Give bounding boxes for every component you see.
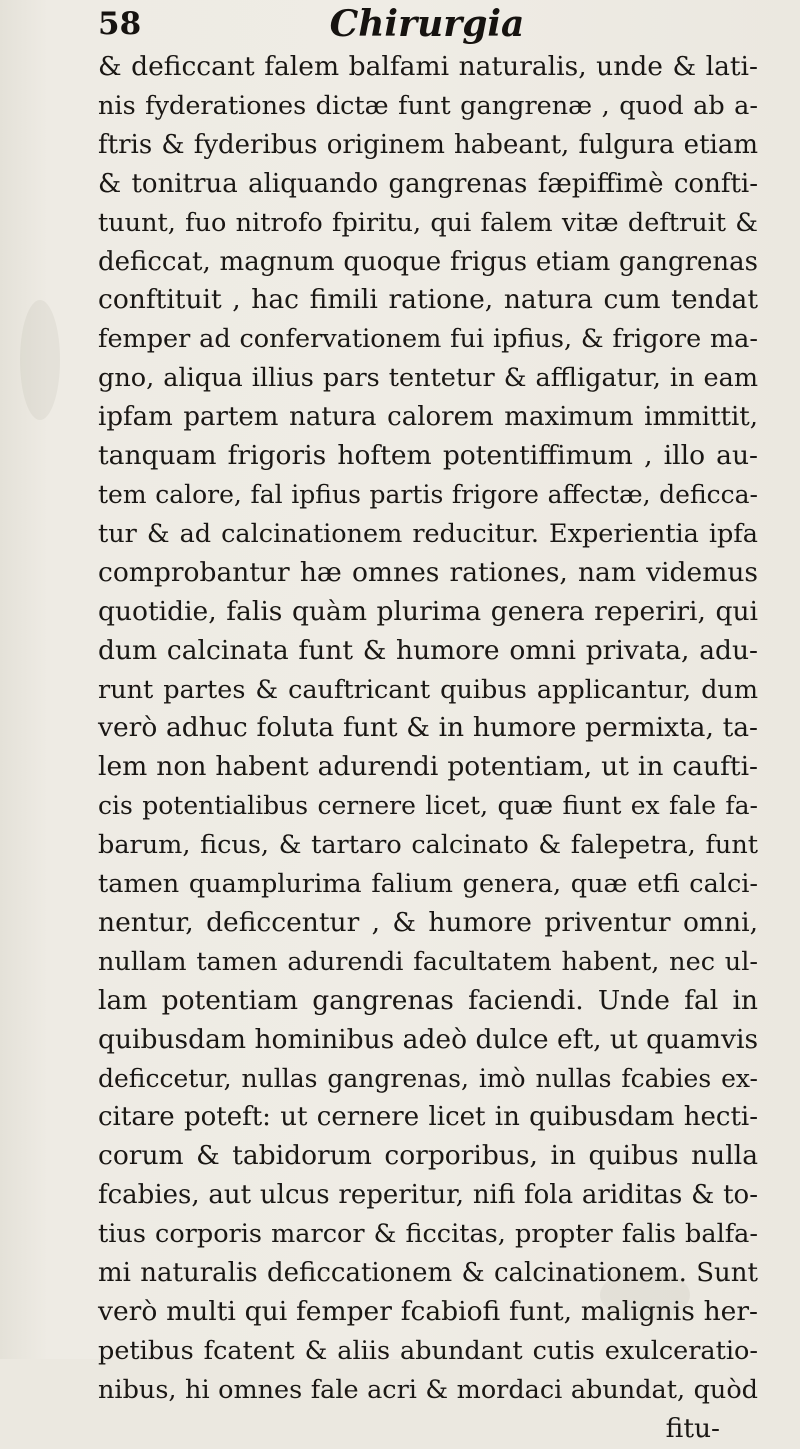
text-line: tur & ad calcinationem reducitur. Experientia ipfa (98, 518, 758, 549)
page-header (0, 0, 800, 50)
text-line: comprobantur hæ omnes rationes, nam videmus (98, 556, 758, 588)
text-line: tamen quamplurima falium genera, quæ etfi calci- (98, 869, 758, 900)
text-line: tem calore, fal ipfius partis frigore affectæ, deficca- (98, 479, 758, 509)
text-line: quibusdam hominibus adeò dulce eft, ut quamvis (98, 1023, 759, 1055)
text-line: ipfam partem natura calorem maximum immittit, (98, 402, 758, 433)
text-line: nentur, deficcentur , & humore priventur omni, (98, 906, 758, 938)
text-line: ftris & fyderibus originem habeant, fulgura etiam (98, 129, 758, 160)
text-line: nibus, hi omnes fale acri & mordaci abundat, quòd (98, 1374, 758, 1405)
catchword: fitu- (665, 1412, 720, 1444)
text-line: deficcat, magnum quoque frigus etiam gangrenas (98, 246, 758, 277)
body-text (98, 48, 758, 1449)
text-line: tuunt, fuo nitrofo fpiritu, qui falem vitæ deftruit & (98, 207, 758, 238)
text-line: conftituit , hac fimili ratione, natura cum tendat (98, 284, 758, 316)
text-line: verò multi qui femper fcabiofi funt, malignis her- (98, 1296, 758, 1327)
text-line: quotidie, falis quàm plurima genera reperiri, qui (98, 595, 758, 627)
page-number: 58 (98, 6, 142, 42)
text-line: nis fyderationes dictæ funt gangrenæ , quod ab a- (98, 90, 758, 121)
text-line: citare poteft: ut cernere licet in quibusdam hecti- (98, 1102, 758, 1133)
text-line: fcabies, aut ulcus reperitur, nifi fola ariditas & to- (98, 1180, 758, 1211)
text-line: barum, ficus, & tartaro calcinato & falepetra, funt (98, 830, 758, 861)
text-line: dum calcinata funt & humore omni privata, adu- (98, 634, 758, 666)
text-line: & tonitrua aliquando gangrenas fæpiffimè confti- (98, 168, 758, 199)
text-line: & deficcant falem balfami naturalis, unde & lati- (98, 51, 758, 82)
paper-stain (20, 300, 60, 420)
text-line: petibus fcatent & aliis abundant cutis exulceratio- (98, 1335, 758, 1366)
text-line: mi naturalis deficcationem & calcinationem. Sunt (98, 1258, 758, 1289)
text-line: tanquam frigoris hoftem potentiffimum , illo au- (98, 440, 758, 472)
text-line: runt partes & cauftricant quibus applicantur, dum (98, 674, 758, 705)
text-line: gno, aliqua illius pars tentetur & affligatur, in eam (98, 363, 758, 394)
text-line: lem non habent adurendi potentiam, ut in caufti- (98, 751, 758, 783)
text-line: nullam tamen adurendi facultatem habent, nec ul- (98, 946, 758, 977)
text-line: verò adhuc foluta funt & in humore permixta, ta- (98, 712, 758, 744)
text-line: deficcetur, nullas gangrenas, imò nullas fcabies ex- (98, 1063, 758, 1093)
text-line: cis potentialibus cernere licet, quæ fiunt ex fale fa- (98, 791, 758, 821)
text-line: corum & tabidorum corporibus, in quibus nulla (98, 1140, 758, 1172)
text-line: femper ad confervationem fui ipfius, & frigore ma- (98, 324, 758, 355)
text-line: lam potentiam gangrenas faciendi. Unde fal in (98, 984, 758, 1016)
text-line: tius corporis marcor & ficcitas, propter falis balfa- (98, 1219, 758, 1250)
running-title: Chirurgia (329, 3, 525, 45)
